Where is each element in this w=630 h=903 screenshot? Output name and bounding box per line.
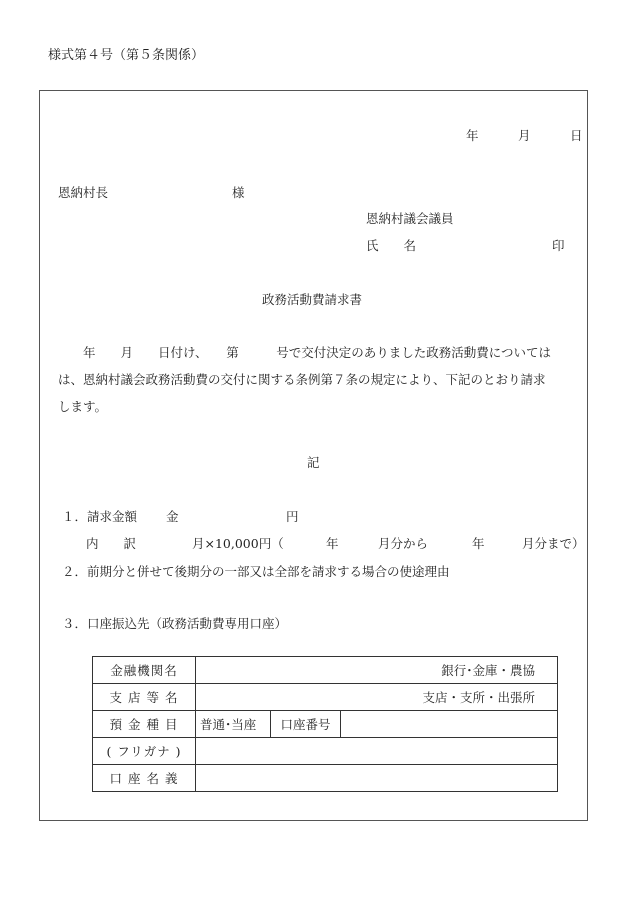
addressee-honorific: 様 <box>232 185 245 200</box>
branch-suffix: 支店・支所・出張所 <box>422 690 535 705</box>
body-text <box>58 339 586 420</box>
table-row <box>93 657 558 684</box>
seal-mark: 印 <box>552 238 565 253</box>
breakdown-rate: 月×10,000円（ <box>192 536 284 551</box>
table-row <box>93 711 558 738</box>
furigana-label: ( フリガナ ) <box>93 738 196 765</box>
account-holder-label: 口 座 名 義 <box>93 765 196 792</box>
breakdown-label: 内 訳 <box>86 536 137 551</box>
item2-label: ２．前期分と併せて後期分の一部又は全部を請求する場合の使途理由 <box>62 564 450 579</box>
institution-field[interactable] <box>196 657 558 684</box>
item3-label: ３．口座振込先（政務活動費専用口座） <box>62 616 288 631</box>
addressee-name: 恩納村長 <box>58 185 109 200</box>
document-title: 政務活動費請求書 <box>262 292 363 307</box>
table-row <box>93 684 558 711</box>
form-code: 様式第４号（第５条関係） <box>48 48 205 63</box>
body-line-2: は、恩納村議会政務活動費の交付に関する条例第７条の規定により、下記のとおり請求 <box>58 372 546 387</box>
account-number-label: 口座番号 <box>271 711 341 738</box>
account-number-field[interactable] <box>341 711 558 738</box>
table-row <box>93 765 558 792</box>
table-row <box>93 738 558 765</box>
institution-label: 金融機関名 <box>93 657 196 684</box>
item1-yen: 円 <box>286 509 299 524</box>
branch-label: 支 店 等 名 <box>93 684 196 711</box>
sender-name-label: 氏 名 <box>366 238 417 253</box>
breakdown-year-to: 年 <box>472 536 485 551</box>
furigana-field[interactable] <box>196 738 558 765</box>
breakdown-to: 月分まで） <box>522 536 585 551</box>
breakdown-from: 月分から <box>378 536 429 551</box>
deposit-type-options[interactable]: 普通･当座 <box>196 711 271 738</box>
institution-suffix: 銀行･金庫・農協 <box>441 663 535 678</box>
item1-label: １．請求金額 <box>62 509 138 524</box>
breakdown-year-from: 年 <box>326 536 339 551</box>
body-line-1: 年 月 日付け、 第 号で交付決定のありました政務活動費については <box>58 345 552 360</box>
date-month-label: 月 <box>518 128 531 143</box>
ki-heading: 記 <box>307 455 320 470</box>
date-year-label: 年 <box>466 128 479 143</box>
body-line-3: します。 <box>58 399 108 414</box>
sender-title: 恩納村議会議員 <box>366 211 454 226</box>
bank-account-table <box>92 656 558 792</box>
account-holder-field[interactable] <box>196 765 558 792</box>
deposit-type-label: 預 金 種 目 <box>93 711 196 738</box>
item1-kin: 金 <box>166 509 179 524</box>
branch-field[interactable] <box>196 684 558 711</box>
date-day-label: 日 <box>570 128 583 143</box>
